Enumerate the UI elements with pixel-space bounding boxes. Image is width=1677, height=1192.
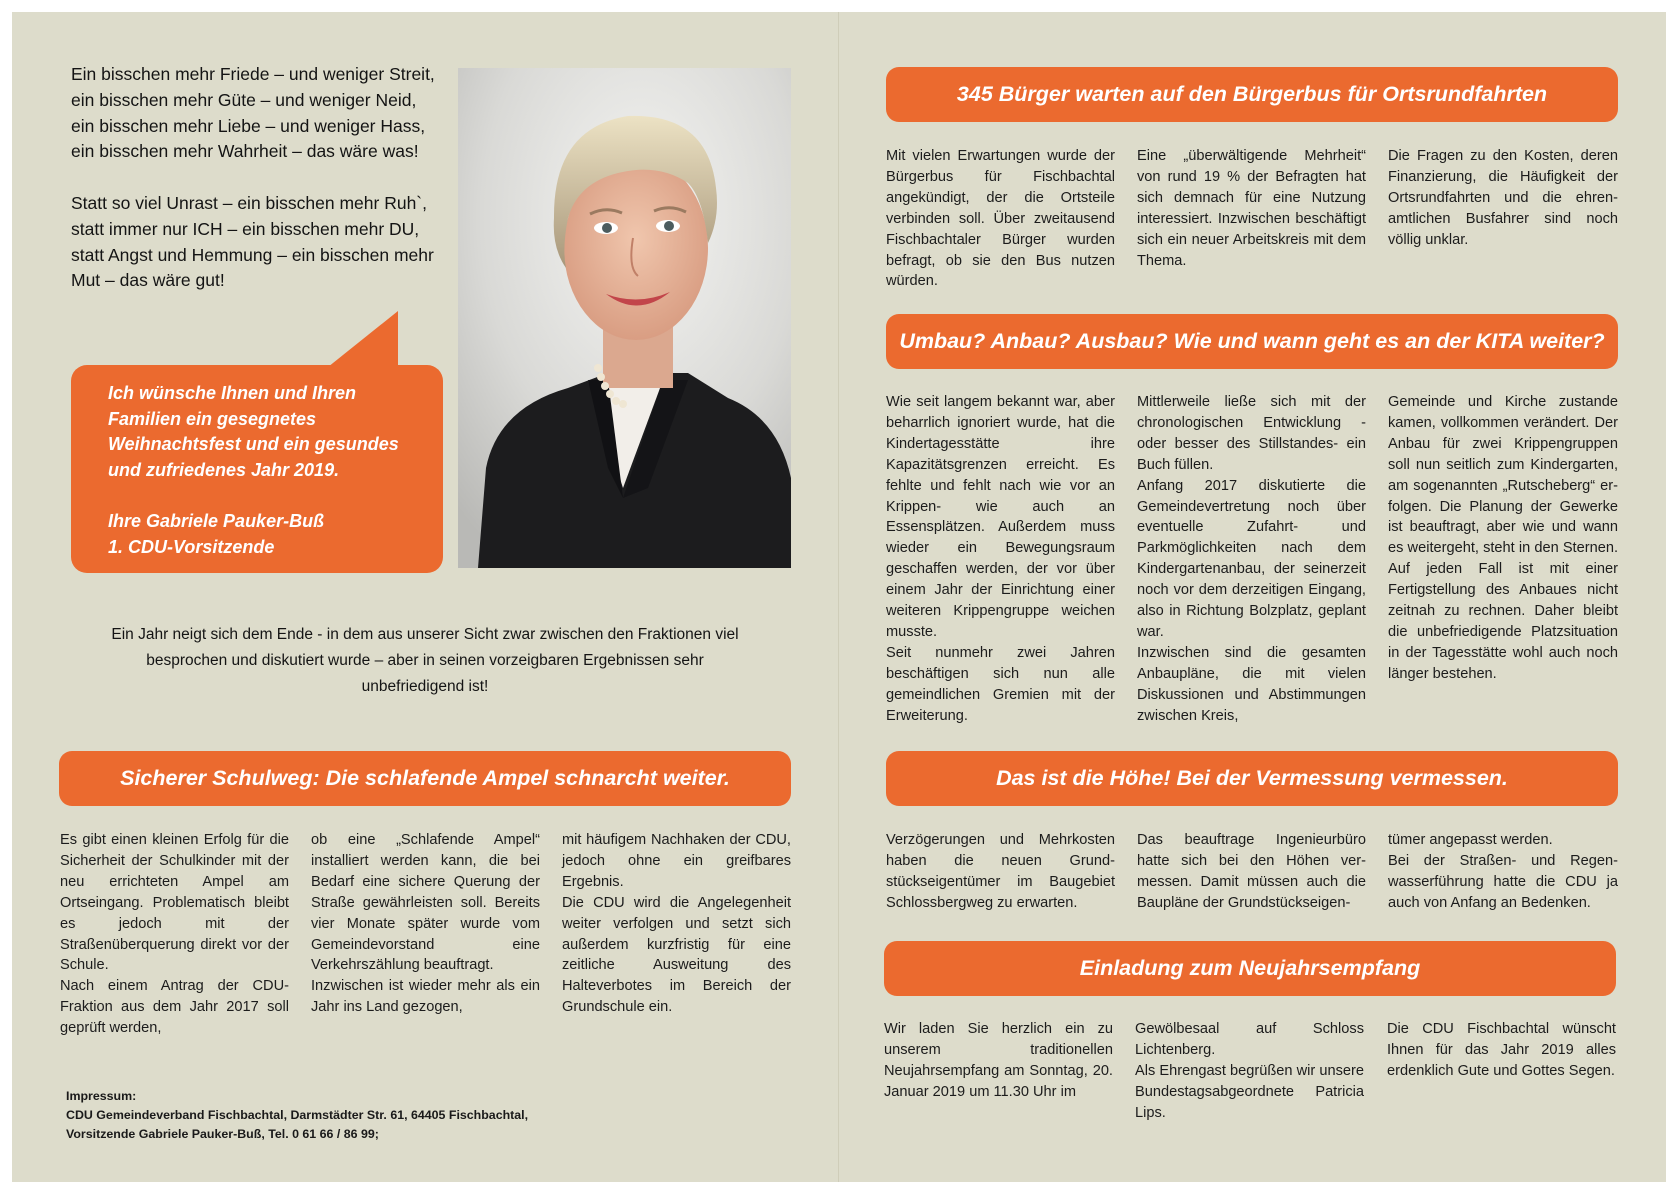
buergerbus-column-3	[1388, 146, 1618, 251]
headline-vermessung: Das ist die Höhe! Bei der Vermessung vermessen.	[886, 751, 1618, 806]
paragraph: Inzwischen ist wieder mehr als ein Jahr ins Land gezogen,	[311, 978, 540, 1016]
imprint-line-2: Vorsitzende Gabriele Pauker-Buß, Tel. 0 61 66 / 86 99;	[66, 1127, 379, 1141]
kita-column-3	[1388, 392, 1618, 685]
speech-bubble	[71, 365, 443, 573]
paragraph: Die Fragen zu den Kosten, deren Finanzierung, die Häufigkeit der Ortsrundfahrten und die ehrenamtlichen Busfahrer sind noch völlig unklar.	[1388, 148, 1618, 248]
paragraph: Gewölbesaal auf Schloss Lichtenberg.	[1135, 1021, 1364, 1058]
imprint	[66, 1087, 586, 1144]
paragraph: Eine „überwältigende Mehrheit“ von rund 19 % der Befragten hat sich demnach für eine Nutzung interessiert. Inzwischen beschäftigt sich ein neuer Arbeitskreis mit dem Thema.	[1137, 148, 1366, 269]
vermessung-column-1	[886, 830, 1115, 914]
paragraph: Bei der Straßen- und Regenwasserführung hatte die CDU ja auch von Anfang an Bedenken.	[1388, 852, 1618, 911]
kita-column-2	[1137, 392, 1366, 727]
speech-bubble-tail	[328, 311, 398, 367]
paragraph: Wir laden Sie herzlich ein zu unserem traditionellen Neujahrsempfang am Sonntag, 20. Januar 2019 um 11.30 Uhr im	[884, 1021, 1113, 1100]
christmas-wish: Ich wünsche Ihnen und Ihren Familien ein gesegnetes Weihnachtsfest und ein gesundes und zufriedenes Jahr 2019.	[108, 383, 399, 480]
headline-buergerbus: 345 Bürger warten auf den Bürgerbus für Ortsrundfahrten	[886, 67, 1618, 122]
schulweg-column-2	[311, 830, 540, 1018]
paragraph: Mit vielen Erwartungen wurde der Bürgerbus für Fischbachtal angekündigt, der die Ortsteile verbinden soll. Über zweitausend Fischbachtaler Bürger wurden befragt, ob sie den Bus nutzen würden.	[886, 148, 1115, 290]
neujahr-column-3	[1387, 1019, 1616, 1082]
paragraph: Wie seit langem bekannt war, aber beharrlich ignoriert wurde, hat die Kindertagesstätte ihre Kapazitätsgrenzen erreicht. Es fehlte und fehlt nach wie vor an Krippen- wie auch an Essensplätzen. Außerdem muss wieder ein Bewegungsraum geschaffen werden, der vor über einem Jahr der Einrichtung einer weiteren Krippengruppe weichen musste.	[886, 394, 1115, 640]
paragraph: Es gibt einen kleinen Erfolg für die Sicherheit der Schulkinder mit der neu errichteten Ampel am Ortseingang. Problematisch bleibt es jedoch mit der Straßenüberquerung direkt vor der Schule.	[60, 832, 289, 974]
intro-paragraph-2: Statt so viel Unrast – ein bisschen mehr Ruh`, statt immer nur ICH – ein bisschen mehr DU, statt Angst und Hemmung – ein bisschen mehr Mut – das wäre gut!	[71, 192, 434, 291]
schulweg-column-3	[562, 830, 791, 1018]
vermessung-column-2	[1137, 830, 1366, 914]
paragraph: Verzögerungen und Mehrkosten haben die neuen Grundstückseigentümer im Baugebiet Schlossbergweg zu erwarten.	[886, 832, 1115, 911]
signature-role: 1. CDU-Vorsitzende	[108, 536, 275, 557]
paragraph: tümer angepasst werden.	[1388, 832, 1553, 848]
paragraph: ob eine „Schlafende Ampel“ installiert werden kann, die bei Bedarf eine sichere Querung der Straße gewährleisten soll. Bereits vier Monate später wurde vom Gemeindevorstand eine Verkehrszählung beauftragt.	[311, 832, 540, 974]
page-fold	[838, 12, 839, 1182]
buergerbus-column-2	[1137, 146, 1366, 271]
buergerbus-column-1	[886, 146, 1115, 292]
paragraph: Seit nunmehr zwei Jahren beschäftigen sich nun alle gemeindlichen Gremien mit der Erweiterung.	[886, 644, 1115, 724]
schulweg-column-1	[60, 830, 289, 1039]
paragraph: Die CDU Fischbachtal wünscht Ihnen für das Jahr 2019 alles erdenklich Gute und Gottes Segen.	[1387, 1021, 1616, 1079]
paragraph: Anfang 2017 diskutierte die Gemeindevertretung noch über eventuelle Zufahrt- und Parkmöglichkeiten nach dem Kindergartenanbau, der seinerzeit noch vor dem derzeitigen Eingang, also in Richtung Bolzplatz, geplant war.	[1137, 477, 1366, 640]
paragraph: Inzwischen sind die gesamten Anbaupläne, die mit vielen Diskussionen und Abstimmungen zwischen Kreis,	[1137, 644, 1366, 724]
neujahr-column-2	[1135, 1019, 1364, 1124]
intro-paragraph-1: Ein bisschen mehr Friede – und weniger Streit, ein bisschen mehr Güte – und weniger Neid, ein bisschen mehr Liebe – und weniger Hass, ein bisschen mehr Wahrheit – das wäre was!	[71, 64, 435, 162]
paragraph: Nach einem Antrag der CDU-Fraktion aus dem Jahr 2017 soll geprüft werden,	[60, 978, 289, 1037]
paragraph: mit häufigem Nachhaken der CDU, jedoch ohne ein greifbares Ergebnis.	[562, 832, 791, 890]
signature	[108, 509, 428, 560]
neujahr-column-1	[884, 1019, 1113, 1103]
intro-poem	[71, 62, 441, 294]
paragraph: Als Ehrengast begrüßen wir unsere Bundestagsabgeordnete Patricia Lips.	[1135, 1062, 1364, 1121]
paragraph: Die CDU wird die Angelegenheit weiter verfolgen und setzt sich außerdem kurzfristig für eine zeitliche Ausweitung des Halteverbotes im Bereich der Grundschule ein.	[562, 894, 791, 1016]
headline-schulweg: Sicherer Schulweg: Die schlafende Ampel schnarcht weiter.	[59, 751, 791, 806]
imprint-line-1: CDU Gemeindeverband Fischbachtal, Darmstädter Str. 61, 64405 Fischbachtal,	[66, 1108, 529, 1122]
year-summary: Ein Jahr neigt sich dem Ende - in dem aus unserer Sicht zwar zwischen den Fraktionen viel besprochen und diskutiert wurde – aber in seinen vorzeigbaren Ergebnissen sehr unbefriedigend ist!	[111, 626, 739, 695]
portrait-photo	[458, 68, 791, 568]
imprint-label: Impressum:	[66, 1089, 137, 1103]
headline-kita: Umbau? Anbau? Ausbau? Wie und wann geht es an der KITA weiter?	[886, 314, 1618, 369]
kita-column-1	[886, 392, 1115, 727]
paragraph: Gemeinde und Kirche zustande kamen, vollkommen verändert. Der Anbau für zwei Krippengruppen soll nun seitlich zum Kindergarten, am sogenannten „Rutscheberg“ erfolgen. Die Planung der Gewerke ist beauftragt, aber wie und wann es weitergeht, steht in den Sternen. Auf jeden Fall ist mit einer Fertigstellung des Anbaues nicht zeitnah zu rechnen. Daher bleibt die unbefriedigende Platzsituation in der Tagesstätte wohl auch noch länger bestehen.	[1388, 394, 1618, 682]
signature-name: Ihre Gabriele Pauker-Buß	[108, 510, 325, 531]
vermessung-column-3	[1388, 830, 1618, 914]
paragraph: Das beauftrage Ingenieurbüro hatte sich bei den Höhen vermessen. Damit müssen auch die Baupläne der Grundstückseigen-	[1137, 832, 1366, 911]
headline-neujahrsempfang: Einladung zum Neujahrsempfang	[884, 941, 1616, 996]
paragraph: Mittlerweile ließe sich mit der chronologischen Entwicklung - oder besser des Stillstandes- ein Buch füllen.	[1137, 394, 1366, 473]
